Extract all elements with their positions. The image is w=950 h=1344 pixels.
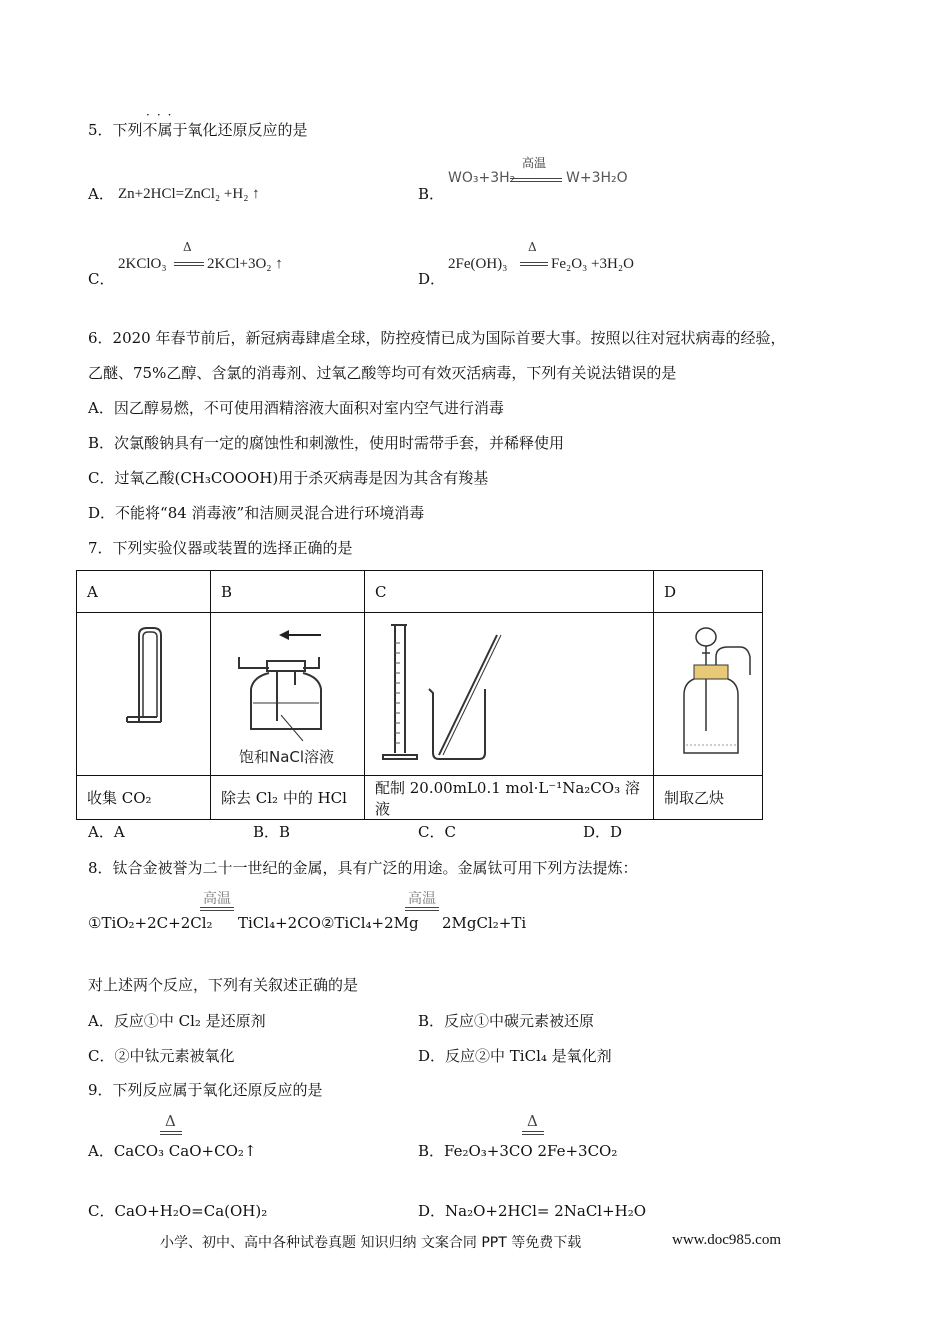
- q9-option-b-condition: Δ: [527, 1112, 538, 1130]
- q5-option-c-right: 2KCl+3O₂ ↑: [207, 256, 283, 272]
- q6-option-c: C．过氧乙酸(CH₃COOOH)用于杀灭病毒是因为其含有羧基: [88, 469, 489, 487]
- q7-answer-d: D．D: [583, 823, 623, 841]
- image-cell-b: [211, 613, 365, 776]
- equal-sign: [160, 1131, 182, 1135]
- gas-washing-bottle-image: [211, 613, 364, 771]
- q6-option-a: A．因乙醇易燃，不可使用酒精溶液大面积对室内空气进行消毒: [88, 399, 504, 417]
- header-cell-a: A: [77, 571, 211, 613]
- header-cell-b: B: [211, 571, 365, 613]
- q5-option-b-condition: 高温: [522, 156, 547, 170]
- q5-option-b-left: WO₃+3H₂: [448, 170, 516, 186]
- q8-equation-part1: ①TiO₂+2C+2Cl₂: [88, 914, 213, 932]
- equal-sign: [522, 1131, 544, 1135]
- q5-option-c-label: C．: [88, 270, 115, 288]
- q8-option-b: B．反应①中碳元素被还原: [418, 1012, 595, 1030]
- equal-sign: [200, 907, 234, 911]
- q5-option-a-label: A．: [88, 185, 114, 203]
- gas-generator-bottle-image: [654, 613, 762, 771]
- q8-equation-part3: 2MgCl₂+Ti: [442, 914, 527, 932]
- q9-option-a: A．CaCO₃ CaO+CO₂↑: [88, 1142, 257, 1160]
- image-cell-d: [654, 613, 763, 776]
- table-header-row: [77, 571, 763, 613]
- caption-cell-c: 配制 20.00mL0.1 mol·L⁻¹Na₂CO₃ 溶液: [365, 776, 654, 820]
- q8-option-c: C．②中钛元素被氧化: [88, 1047, 235, 1065]
- equal-sign: [174, 262, 204, 266]
- q9-stem: 9．下列反应属于氧化还原反应的是: [88, 1081, 323, 1099]
- q6-stem-line1: 6．2020 年春节前后，新冠病毒肆虐全球，防控疫情已成为国际首要大事。按照以往对冠状病毒的经验，: [88, 329, 786, 347]
- caption-cell-a: 收集 CO₂: [77, 776, 211, 820]
- footer-url[interactable]: www.doc985.com: [672, 1232, 782, 1248]
- emphasis-dots: ···: [146, 108, 179, 122]
- q5-option-d-left: 2Fe(OH)₃: [448, 256, 508, 272]
- q7-stem: 7．下列实验仪器或装置的选择正确的是: [88, 539, 353, 557]
- q5-option-d-label: D．: [418, 270, 446, 288]
- q9-option-b: B．Fe₂O₃+3CO 2Fe+3CO₂: [418, 1142, 618, 1160]
- image-cell-a: [77, 613, 211, 776]
- q5-option-c-condition: Δ: [183, 240, 192, 254]
- apparatus-table: [76, 570, 763, 820]
- bent-tube-image: [77, 613, 210, 771]
- image-cell-c: [365, 613, 654, 776]
- q8-question: 对上述两个反应，下列有关叙述正确的是: [88, 976, 359, 994]
- equal-sign: [510, 178, 562, 182]
- b-image-label: 饱和NaCl溶液: [239, 748, 335, 766]
- equal-sign: [405, 907, 439, 911]
- q9-option-a-condition: Δ: [165, 1112, 176, 1130]
- header-cell-d: D: [654, 571, 763, 613]
- q8-stem: 8．钛合金被誉为二十一世纪的金属，具有广泛的用途。金属钛可用下列方法提炼：: [88, 859, 638, 877]
- footer-text: 小学、初中、高中各种试卷真题 知识归纳 文案合同 PPT 等免费下载: [160, 1235, 582, 1251]
- q8-equation-part2: TiCl₄+2CO②TiCl₄+2Mg: [238, 914, 419, 932]
- q6-stem-line2: 乙醚、75%乙醇、含氯的消毒剂、过氧乙酸等均可有效灭活病毒，下列有关说法错误的是: [88, 364, 677, 382]
- q5-option-d-right: Fe₂O₃ +3H₂O: [551, 256, 634, 272]
- q8-option-a: A．反应①中 Cl₂ 是还原剂: [88, 1012, 266, 1030]
- q7-answer-b: B．B: [253, 823, 291, 841]
- table-caption-row: [77, 776, 763, 820]
- q5-option-a-equation: Zn+2HCl=ZnCl₂ +H₂ ↑: [118, 186, 260, 202]
- q5-option-b-label: B．: [418, 185, 445, 203]
- caption-cell-d: 制取乙炔: [654, 776, 763, 820]
- q5-option-d-condition: Δ: [528, 240, 537, 254]
- caption-cell-b: 除去 Cl₂ 中的 HCl: [211, 776, 365, 820]
- q6-option-b: B．次氯酸钠具有一定的腐蚀性和刺激性，使用时需带手套，并稀释使用: [88, 434, 565, 452]
- q7-answer-c: C．C: [418, 823, 456, 841]
- q5-option-b-right: W+3H₂O: [566, 170, 628, 186]
- q8-condition-1: 高温: [203, 891, 231, 907]
- q5-option-c-left: 2KClO₃: [118, 256, 167, 272]
- q9-option-d: D．Na₂O+2HCl= 2NaCl+H₂O: [418, 1202, 647, 1220]
- table-image-row: [77, 613, 763, 776]
- q6-option-d: D．不能将“84 消毒液”和洁厕灵混合进行环境消毒: [88, 504, 425, 522]
- q7-answer-a: A．A: [88, 823, 125, 841]
- q8-option-d: D．反应②中 TiCl₄ 是氧化剂: [418, 1047, 612, 1065]
- header-cell-c: C: [365, 571, 654, 613]
- equal-sign: [520, 262, 548, 266]
- q8-condition-2: 高温: [408, 891, 436, 907]
- q9-option-c: C．CaO+H₂O=Ca(OH)₂: [88, 1202, 268, 1220]
- cylinder-and-beaker-image: [365, 613, 653, 771]
- q5-stem: 5．下列不属于氧化还原反应的是: [88, 121, 308, 139]
